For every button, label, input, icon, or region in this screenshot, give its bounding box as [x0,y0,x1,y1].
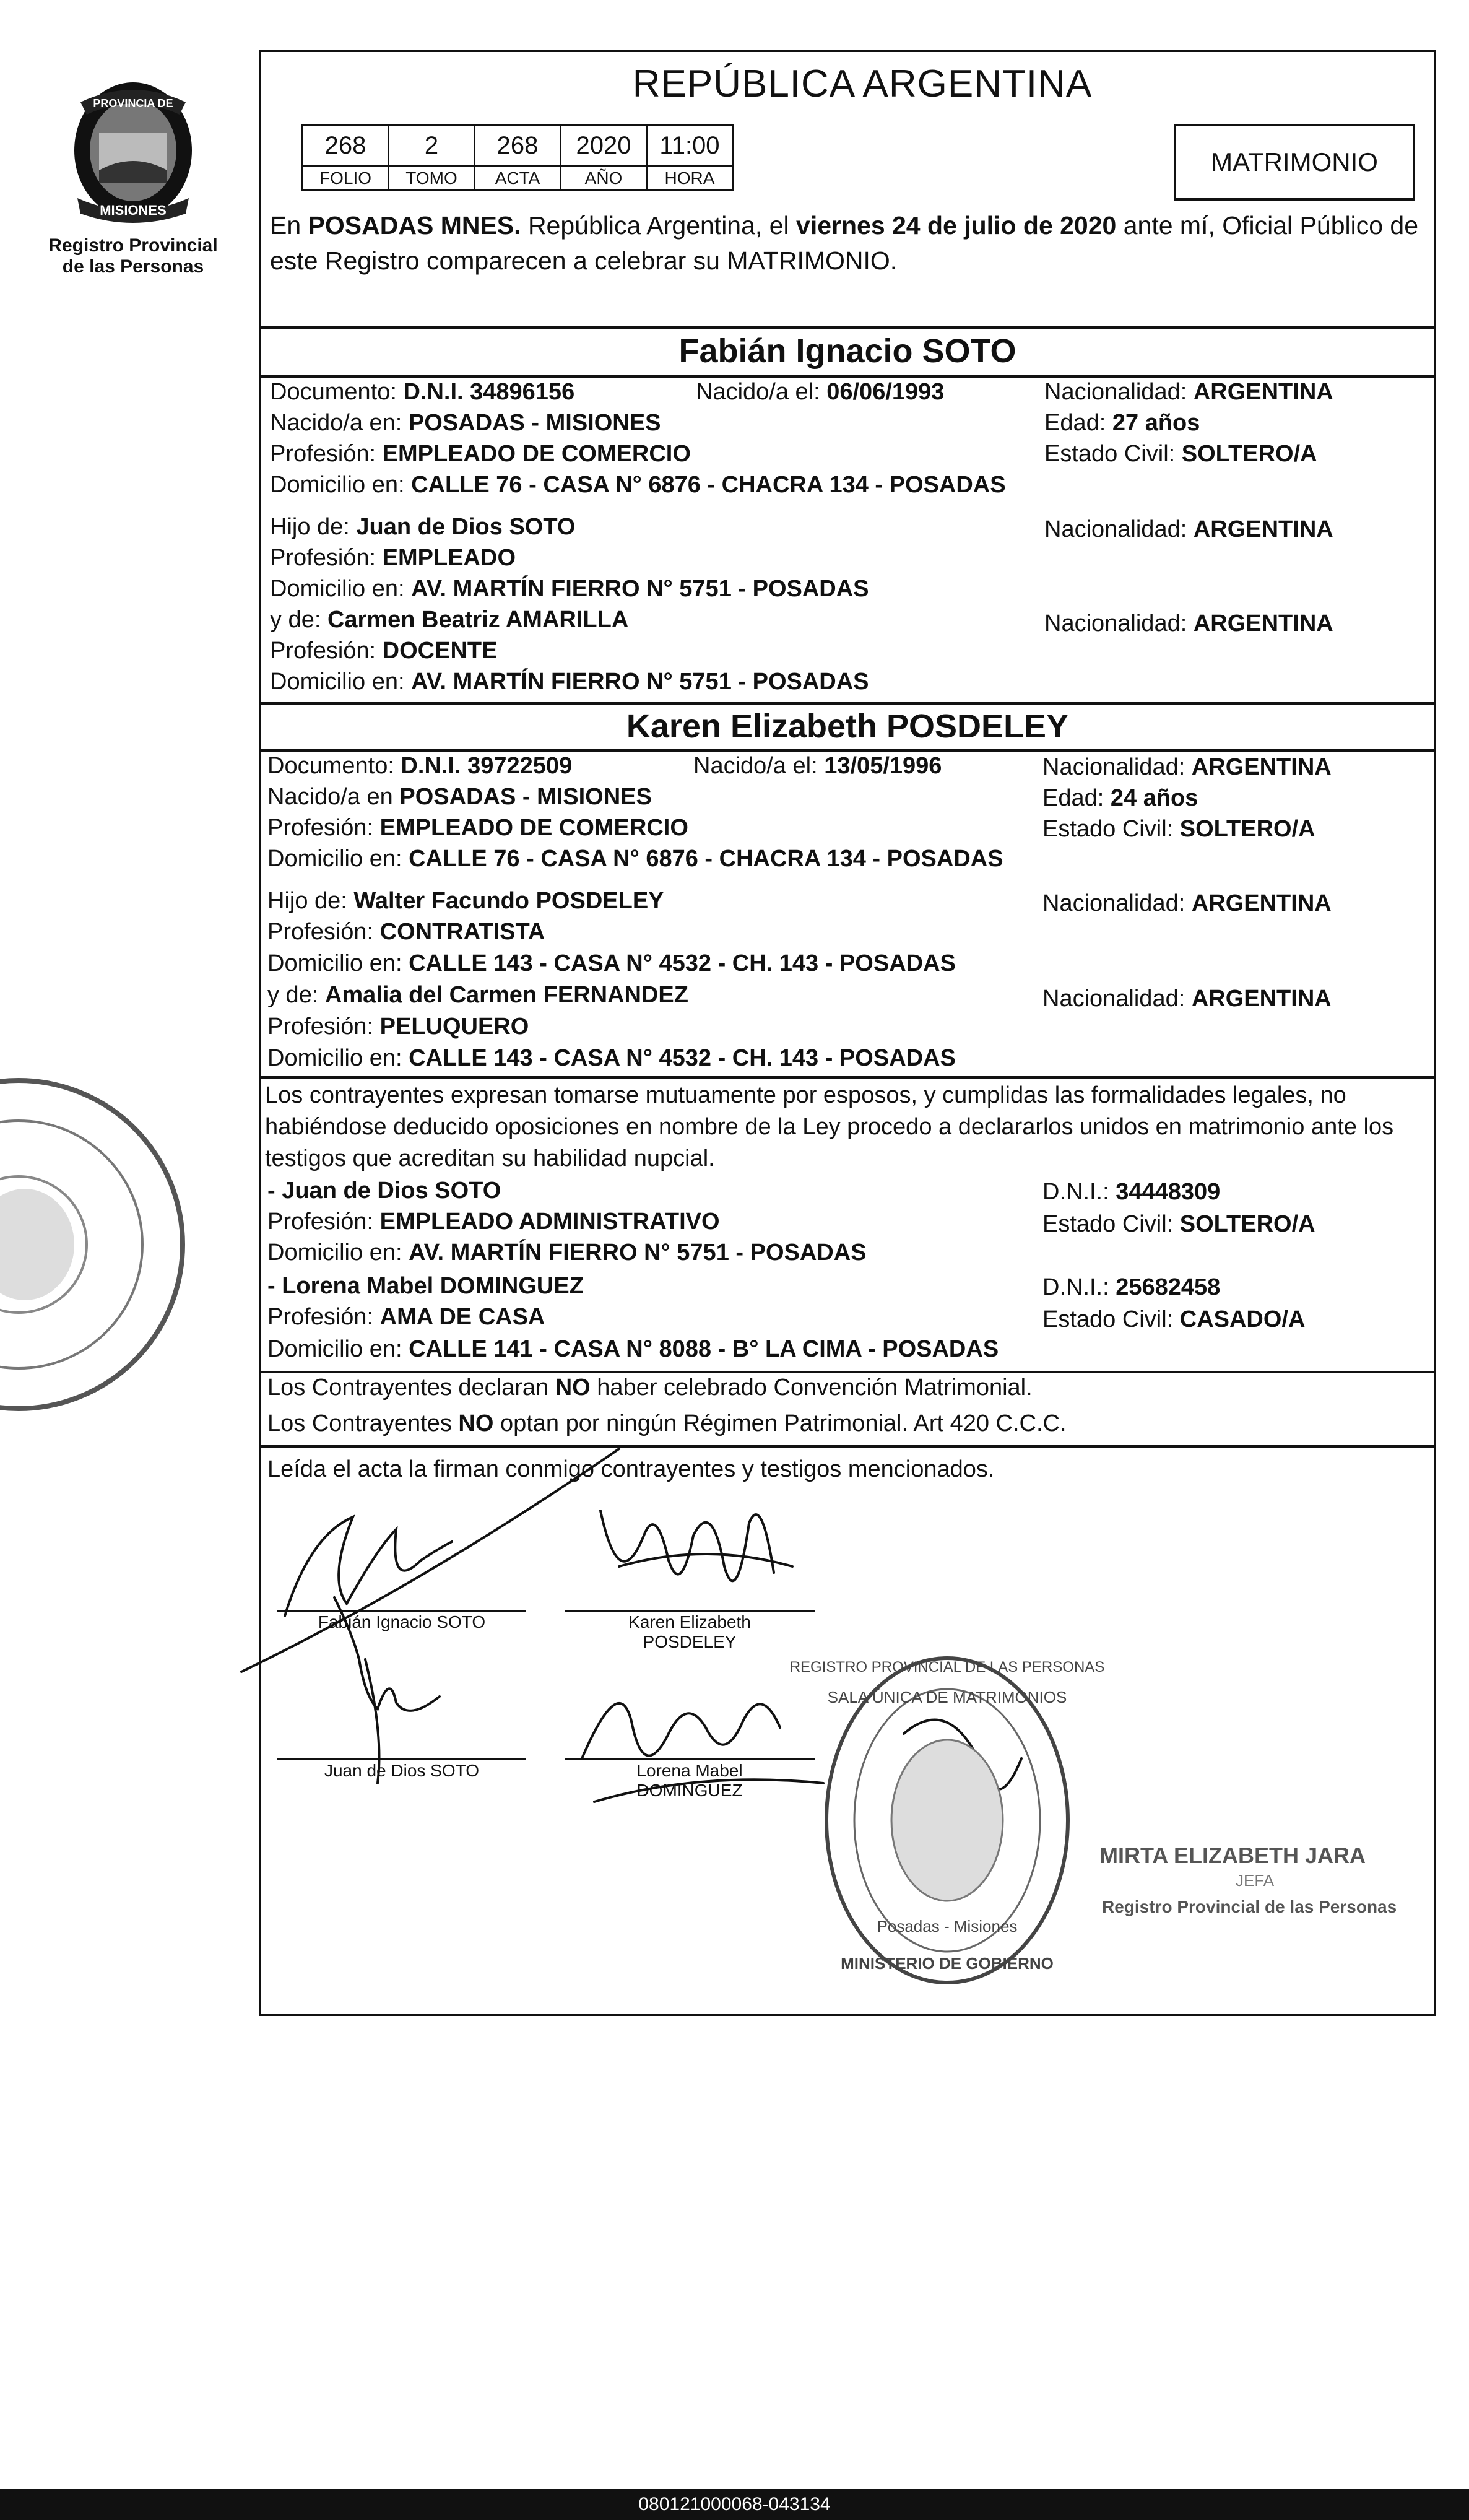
divider [259,326,1436,329]
spouse1-mother-address: Domicilio en: AV. MARTÍN FIERRO N° 5751 - POSADAS [270,669,869,695]
witness2-profession: Profesión: AMA DE CASA [267,1304,545,1330]
spouse1-father: Hijo de: Juan de Dios SOTO [270,514,576,540]
spouse1-address: Domicilio en: CALLE 76 - CASA N° 6876 - CHACRA 134 - POSADAS [270,472,1006,498]
spouse1-father-profession: Profesión: EMPLEADO [270,545,516,571]
spouse2-father: Hijo de: Walter Facundo POSDELEY [267,888,664,914]
hour-label: HORA [647,167,733,191]
spouse1-mother-profession: Profesión: DOCENTE [270,638,498,664]
spouse2-birthdate: Nacido/a el: 13/05/1996 [693,753,942,779]
signature-line [277,1758,526,1760]
record-table [301,124,734,191]
signature-line [565,1758,815,1760]
svg-text:MINISTERIO DE GOBIERNO: MINISTERIO DE GOBIERNO [841,1954,1054,1973]
spouse1-mother: y de: Carmen Beatriz AMARILLA [270,607,629,633]
spouse1-age: Edad: 27 años [1044,410,1200,436]
regime-statement: Los Contrayentes NO optan por ningún Régimen Patrimonial. Art 420 C.C.C. [267,1410,1067,1436]
spouse2-mother-profession: Profesión: PELUQUERO [267,1014,529,1040]
spouse1-birthplace: Nacido/a en: POSADAS - MISIONES [270,410,661,436]
intro-paragraph: En POSADAS MNES. República Argentina, el viernes 24 de julio de 2020 ante mí, Oficial Público de este Registro comparecen a celebrar su MATRIMONIO. [270,211,1419,275]
province-shield-icon [62,77,204,232]
divider [259,749,1436,752]
spouse1-nationality: Nacionalidad: ARGENTINA [1044,379,1333,405]
page-title: REPÚBLICA ARGENTINA [632,63,1093,105]
divider [259,375,1436,378]
signature-label-witness1: Juan de Dios SOTO [324,1761,480,1780]
witness2-address: Domicilio en: CALLE 141 - CASA N° 8088 - B° LA CIMA - POSADAS [267,1336,999,1362]
act-type-box: MATRIMONIO [1174,124,1415,201]
witness2-civil-status: Estado Civil: CASADO/A [1042,1306,1306,1332]
spouse2-age: Edad: 24 años [1042,785,1198,811]
registry-stamp-icon [789,1647,1105,1994]
year-label: AÑO [561,167,647,191]
witness2-dni: D.N.I.: 25682458 [1042,1274,1221,1300]
declaration-paragraph: Los contrayentes expresan tomarse mutuamente por esposos, y cumplidas las formalidades legales, no habiéndose deducido oposiciones en nombre de la Ley procedo a declararlos unidos en matrimonio ante los testigos que acreditan su habilidad nupcial. [265,1082,1394,1171]
official-office: Registro Provincial de las Personas [1102,1897,1397,1916]
signature-label-spouse1: Fabián Ignacio SOTO [318,1612,486,1631]
spouse2-mother-nationality: Nacionalidad: ARGENTINA [1042,986,1332,1012]
spouse1-document: Documento: D.N.I. 34896156 [270,379,575,405]
official-name: MIRTA ELIZABETH JARA [1099,1843,1366,1868]
spouse2-father-profession: Profesión: CONTRATISTA [267,919,545,945]
witness1-name: - Juan de Dios SOTO [267,1178,501,1204]
spouse2-profession: Profesión: EMPLEADO DE COMERCIO [267,815,688,841]
folio-value: 268 [303,125,389,167]
acta-value: 268 [475,125,561,167]
document-code: 080121000068-043134 [0,2489,1469,2520]
witness1-dni: D.N.I.: 34448309 [1042,1179,1221,1205]
acta-label: ACTA [475,167,561,191]
spouse2-birthplace: Nacido/a en POSADAS - MISIONES [267,784,652,810]
signature-line [277,1610,526,1612]
spouse2-civil-status: Estado Civil: SOLTERO/A [1042,816,1315,842]
signature-label-witness2: Lorena Mabel DOMINGUEZ [636,1761,743,1800]
witness2-name: - Lorena Mabel DOMINGUEZ [267,1273,584,1299]
spouse2-nationality: Nacionalidad: ARGENTINA [1042,754,1332,780]
divider [259,702,1436,705]
witness1-address: Domicilio en: AV. MARTÍN FIERRO N° 5751 - POSADAS [267,1240,867,1266]
svg-text:PROVINCIA DE: PROVINCIA DE [93,97,173,110]
spouse1-father-address: Domicilio en: AV. MARTÍN FIERRO N° 5751 - POSADAS [270,576,869,602]
registry-name-line1: Registro Provincial [48,235,218,256]
partial-left-stamp-icon [0,1059,192,1406]
spouse2-mother: y de: Amalia del Carmen FERNANDEZ [267,982,688,1008]
tomo-label: TOMO [389,167,475,191]
signature-label-spouse2: Karen Elizabeth POSDELEY [628,1612,751,1651]
divider [259,1076,1436,1079]
spouse1-birthdate: Nacido/a el: 06/06/1993 [696,379,945,405]
registry-logo [37,77,229,277]
svg-text:REGISTRO PROVINCIAL DE LAS PER: REGISTRO PROVINCIAL DE LAS PERSONAS [789,1659,1105,1675]
spouse1-name: Fabián Ignacio SOTO [678,332,1016,370]
spouse1-mother-nationality: Nacionalidad: ARGENTINA [1044,610,1333,637]
spouse2-father-address: Domicilio en: CALLE 143 - CASA N° 4532 - CH. 143 - POSADAS [267,950,956,976]
year-value: 2020 [561,125,647,167]
spouse1-civil-status: Estado Civil: SOLTERO/A [1044,441,1317,467]
divider [259,1371,1436,1373]
spouse2-mother-address: Domicilio en: CALLE 143 - CASA N° 4532 - CH. 143 - POSADAS [267,1045,956,1071]
spouse2-name: Karen Elizabeth POSDELEY [626,708,1069,745]
registry-name-line2: de las Personas [62,256,204,277]
witness1-civil-status: Estado Civil: SOLTERO/A [1042,1211,1315,1237]
closing-statement: Leída el acta la firman conmigo contrayentes y testigos mencionados. [267,1456,995,1482]
official-role: JEFA [1236,1871,1275,1890]
folio-label: FOLIO [303,167,389,191]
svg-text:MISIONES: MISIONES [100,202,167,218]
tomo-value: 2 [389,125,475,167]
hour-value: 11:00 [647,125,733,167]
svg-text:SALA ÚNICA DE MATRIMONIOS: SALA ÚNICA DE MATRIMONIOS [827,1688,1067,1706]
spouse2-father-nationality: Nacionalidad: ARGENTINA [1042,890,1332,916]
svg-text:Posadas - Misiones: Posadas - Misiones [877,1917,1018,1936]
spouse2-address: Domicilio en: CALLE 76 - CASA N° 6876 - CHACRA 134 - POSADAS [267,846,1003,872]
spouse2-document: Documento: D.N.I. 39722509 [267,753,573,779]
witness1-profession: Profesión: EMPLEADO ADMINISTRATIVO [267,1209,720,1235]
spouse1-profession: Profesión: EMPLEADO DE COMERCIO [270,441,691,467]
spouse1-father-nationality: Nacionalidad: ARGENTINA [1044,516,1333,542]
signature-line [565,1610,815,1612]
convention-statement: Los Contrayentes declaran NO haber celebrado Convención Matrimonial. [267,1375,1033,1401]
